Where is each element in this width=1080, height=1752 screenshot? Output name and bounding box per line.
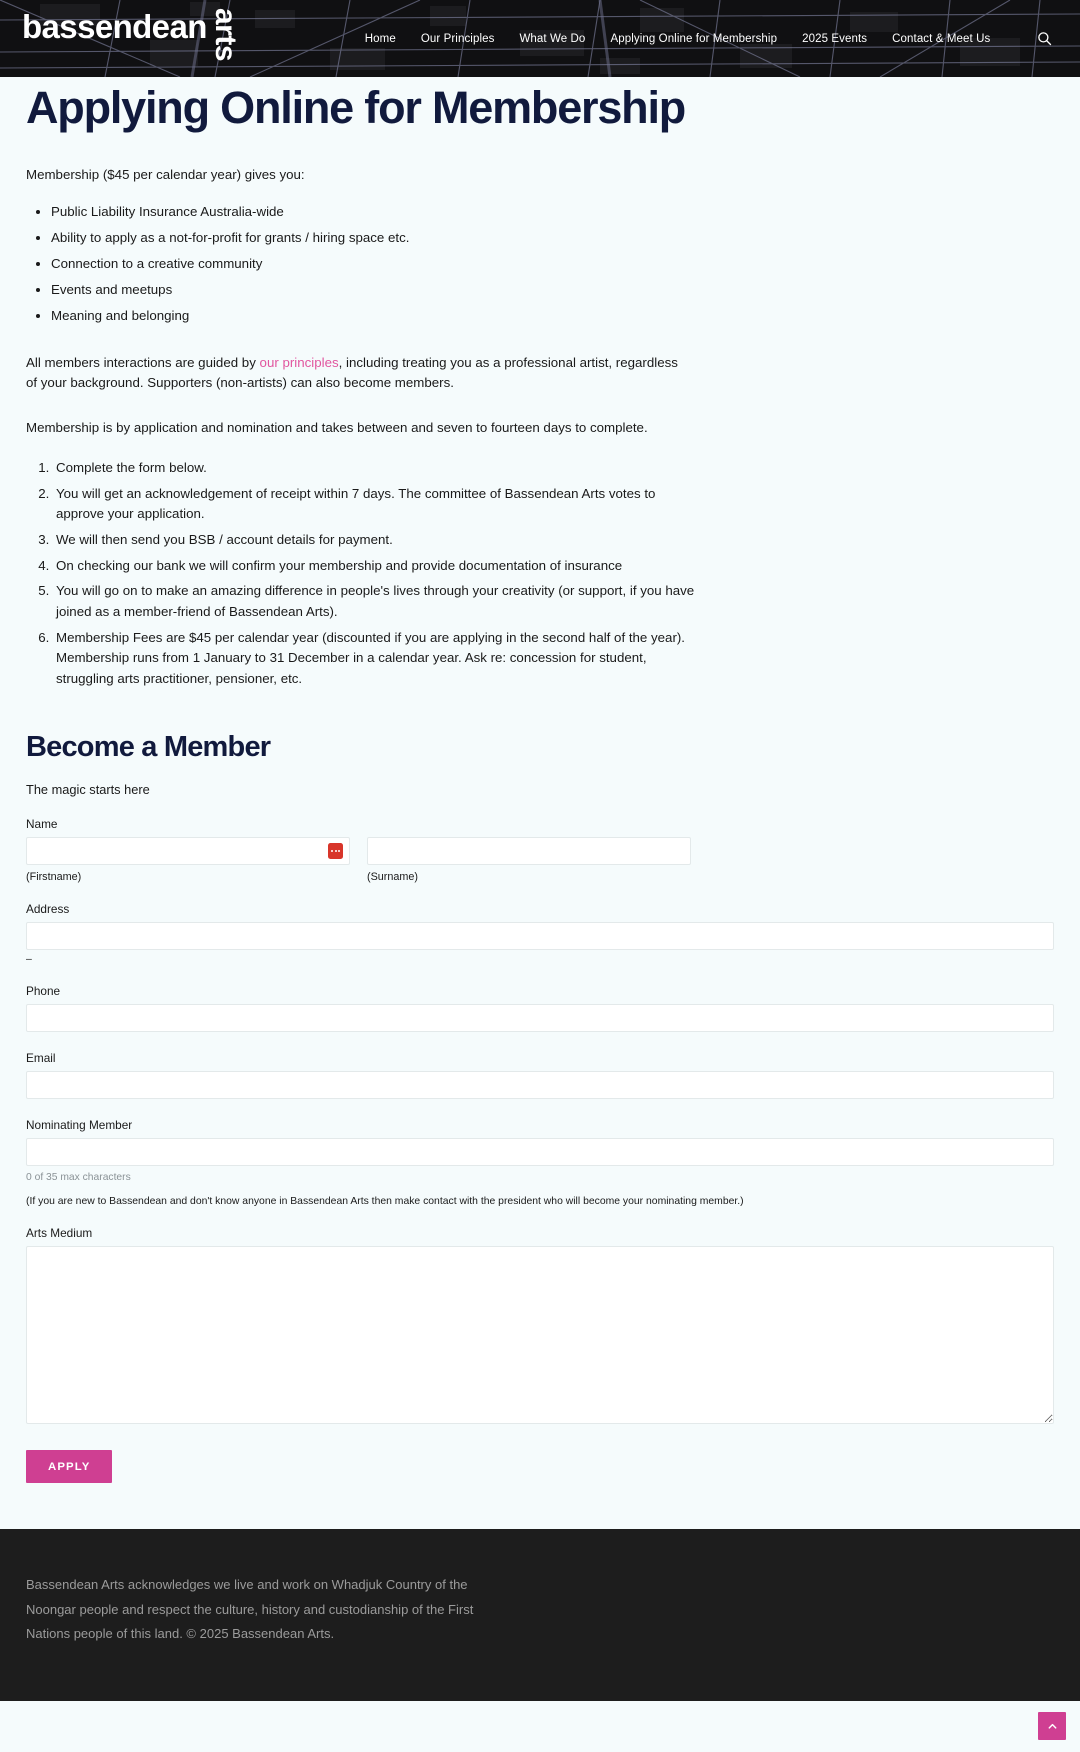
firstname-input-wrap [26,837,350,865]
list-item: 3. We will then send you BSB / account details for payment. [53,530,696,551]
email-label: Email [26,1051,56,1066]
principles-text-before: All members interactions are guided by [26,354,260,370]
principles-text-after: , including treating you as a professional artist, regardless of your background. Supporters (non-artists) can also become members. [26,354,678,390]
nav-item-our-principles[interactable]: Our Principles [420,32,495,45]
chevron-up-icon[interactable] [1038,1712,1066,1740]
firstname-sub-label: (Firstname) [26,871,82,884]
address-sub-label: – [26,953,32,966]
character-counter: 0 of 35 max characters [26,1172,131,1184]
process-paragraph: Membership is by application and nomination and takes between and seven to fourteen days to complete. [26,420,648,436]
surname-column [367,837,691,883]
address-field-block [26,902,1054,965]
nominating-member-input[interactable] [26,1138,1054,1166]
nominating-member-field-block [26,1118,1054,1207]
site-header [0,0,1080,77]
logo-primary-text: bassendean [22,8,207,45]
intro-paragraph: Membership ($45 per calendar year) gives you: [26,167,305,183]
main-navigation [365,33,991,45]
nominating-member-label: Nominating Member [26,1118,133,1133]
surname-sub-label: (Surname) [367,871,419,884]
page-title: Applying Online for Membership [26,82,686,133]
list-item: • Events and meetups [51,280,1054,301]
address-label: Address [26,902,70,917]
nav-item-what-we-do[interactable]: What We Do [519,32,586,45]
nav-item-applying-online-for-membership[interactable]: Applying Online for Membership [610,32,778,45]
name-row [26,837,1054,883]
form-lead-text: The magic starts here [26,782,150,798]
list-item: 2. You will get an acknowledgement of receipt within 7 days. The committee of Bassendean Arts votes to approve your application. [53,484,696,525]
list-item: • Public Liability Insurance Australia-wide [51,202,1054,223]
principles-paragraph [26,353,686,393]
surname-input[interactable] [367,837,691,865]
our-principles-link[interactable]: our principles [259,354,339,370]
list-item: • Connection to a creative community [51,254,1054,275]
list-item: • Ability to apply as a not-for-profit for grants / hiring space etc. [51,228,1054,249]
nav-item-contact-and-meet-us[interactable]: Contact & Meet Us [892,32,991,45]
address-input[interactable] [26,922,1054,950]
nominating-member-helper-text: (If you are new to Bassendean and don't know anyone in Bassendean Arts then make contact with the president who will become your nominating member.) [26,1196,744,1208]
arts-medium-label: Arts Medium [26,1226,93,1241]
firstname-input[interactable] [26,837,350,865]
phone-field-block [26,984,1054,1032]
benefits-list [26,202,1054,327]
phone-input[interactable] [26,1004,1054,1032]
site-footer [0,1529,1080,1701]
site-logo[interactable] [22,0,240,77]
list-item: 6. Membership Fees are $45 per calendar year (discounted if you are applying in the second half of the year). Membership runs from 1 January to 31 December in a calendar year. Ask re: concession for student, struggling arts practitioner, pensioner, etc. [53,628,696,690]
arts-medium-field-block [26,1226,1054,1424]
logo-secondary-text: arts [208,8,242,62]
list-item: • Meaning and belonging [51,306,1054,327]
list-item: 5. You will go on to make an amazing difference in people's lives through your creativity (or support, if you have joined as a member-friend of Bassendean Arts). [53,581,696,622]
surname-input-wrap [367,837,691,865]
application-steps-list [26,458,696,689]
email-field-block [26,1051,1054,1099]
firstname-column [26,837,350,883]
become-a-member-heading: Become a Member [26,731,271,764]
membership-form [26,817,1054,1483]
nav-item-home[interactable]: Home [364,32,396,45]
password-manager-icon[interactable] [328,843,343,859]
nav-item-2025-events[interactable]: 2025 Events [802,32,868,45]
list-item: 1. Complete the form below. [53,458,696,479]
phone-label: Phone [26,984,61,999]
arts-medium-textarea[interactable] [26,1246,1054,1424]
name-label: Name [26,817,58,832]
main-content [0,77,1080,1483]
acknowledgement-text: Bassendean Arts acknowledges we live and work on Whadjuk Country of the Noongar people and respect the culture, history and custodianship of the First Nations people of this land. © 2025 Bassendean Arts. [26,1577,474,1642]
list-item: 4. On checking our bank we will confirm your membership and provide documentation of insurance [53,556,696,577]
apply-button[interactable]: APPLY [26,1450,112,1483]
email-input[interactable] [26,1071,1054,1099]
search-icon[interactable] [1034,29,1054,49]
